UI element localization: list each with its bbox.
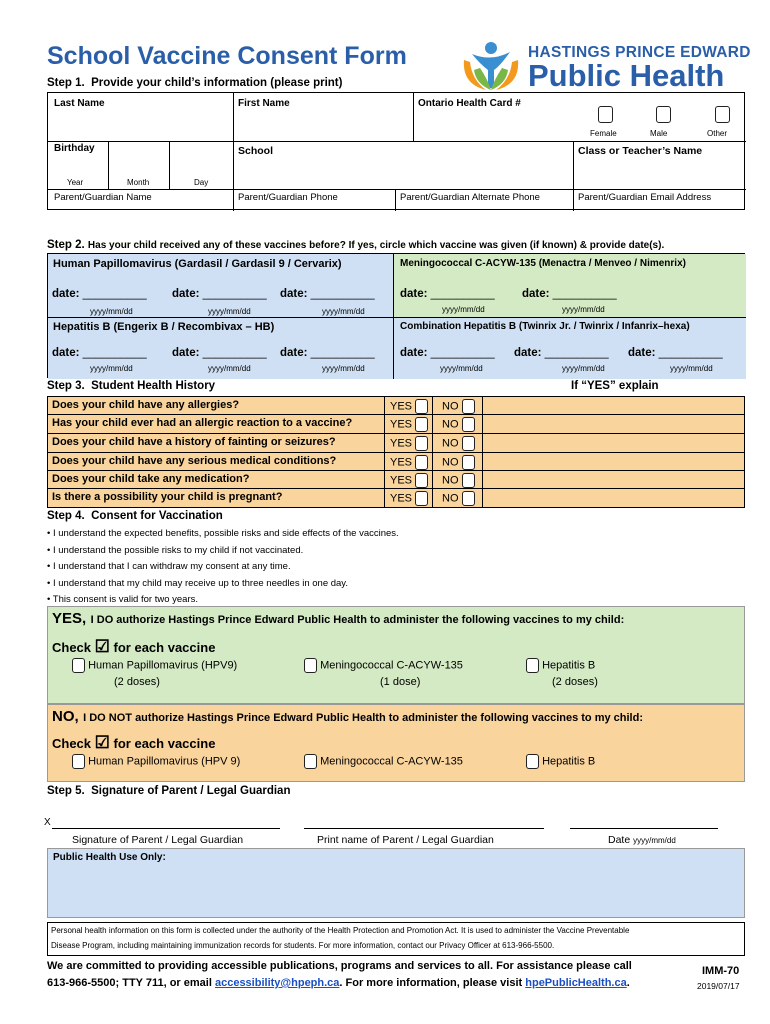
health-question: Is there a possibility your child is pregnant? — [52, 491, 283, 503]
guardian-phone-field[interactable]: Parent/Guardian Phone — [234, 189, 396, 211]
explain-field[interactable] — [484, 415, 744, 433]
guardian-email-field[interactable]: Parent/Guardian Email Address — [578, 192, 712, 203]
bullet-icon: • — [47, 544, 51, 556]
explain-field[interactable] — [484, 489, 744, 507]
consent-bullet: • I understand that my child may receive up to three needles in one day. — [47, 577, 348, 589]
combo-history: Combination Hepatitis B (Twinrix Jr. / Twinrix / Infanrix–hexa) — [394, 318, 746, 379]
men-history: Meningococcal C-ACYW-135 (Menactra / Menveo / Nimenrix) — [394, 254, 746, 317]
other-checkbox[interactable] — [715, 106, 730, 123]
no-checkbox[interactable] — [462, 436, 475, 451]
gender-options — [584, 93, 746, 141]
logo-mark-icon — [458, 40, 524, 94]
health-question: Does your child have any allergies? — [52, 399, 240, 411]
yes-option[interactable]: YES — [390, 417, 428, 432]
no-men-option[interactable]: Meningococcal C-ACYW-135 — [304, 754, 463, 769]
class-field[interactable]: Class or Teacher’s Name — [578, 145, 703, 157]
health-question-row — [47, 434, 745, 453]
hpv-history: Human Papillomavirus (Gardasil / Gardasil 9 / Cervarix) — [48, 254, 394, 317]
guardian-name-field[interactable]: Parent/Guardian Name — [48, 189, 234, 211]
date-format-hint: yyyy/mm/dd — [90, 307, 133, 316]
health-question-row — [47, 397, 745, 415]
no-checkbox[interactable] — [462, 417, 475, 432]
step1-heading: Step 1. Provide your child’s information (please print) — [47, 77, 343, 89]
vaccine-history-table — [47, 253, 745, 378]
date-format-hint: yyyy/mm/dd — [562, 305, 605, 314]
public-health-use-box: Public Health Use Only: — [47, 848, 745, 918]
step3-heading: Step 3. Student Health History — [47, 380, 216, 392]
no-option[interactable]: NO — [442, 399, 475, 414]
no-option[interactable]: NO — [442, 436, 475, 451]
female-label: Female — [590, 129, 617, 138]
consent-no-box — [47, 704, 745, 782]
step4-heading: Step 4. Consent for Vaccination — [47, 510, 223, 522]
footer-line2: 613-966-5500; TTY 711, or email accessibility@hpeph.ca. For more information, please visit hpePublicHealth.ca. — [47, 977, 630, 989]
vaccine-date-field[interactable]: date: __________ — [280, 288, 375, 300]
checked-box-icon: ☑ — [94, 733, 110, 752]
no-checkbox[interactable] — [462, 455, 475, 470]
explain-field[interactable] — [484, 471, 744, 488]
date-line[interactable] — [570, 828, 718, 829]
yes-option[interactable]: YES — [390, 399, 428, 414]
no-checkbox[interactable] — [462, 399, 475, 414]
step2-heading: Step 2. Has your child received any of these vaccines before? If yes, circle which vaccine was given (if known) & provide date(s). — [47, 239, 665, 251]
other-label: Other — [707, 129, 728, 138]
health-question-row — [47, 453, 745, 471]
health-question-row — [47, 489, 745, 507]
signature-x: X — [44, 817, 51, 828]
form-date: 2019/07/17 — [697, 981, 740, 991]
last-name-field[interactable]: Last Name — [48, 93, 234, 141]
yes-hepb-option[interactable]: Hepatitis B — [526, 658, 595, 673]
date-format-hint: yyyy/mm/dd — [208, 307, 251, 316]
date-format-hint: yyyy/mm/dd — [440, 364, 483, 373]
yes-checkbox[interactable] — [415, 491, 428, 506]
no-option[interactable]: NO — [442, 455, 475, 470]
date-format-hint: yyyy/mm/dd — [670, 364, 713, 373]
no-hpv-checkbox[interactable] — [72, 754, 85, 769]
vaccine-date-field[interactable]: date: __________ — [400, 347, 495, 359]
vaccine-date-field[interactable]: date: __________ — [522, 288, 617, 300]
no-option[interactable]: NO — [442, 491, 475, 506]
bullet-icon: • — [47, 528, 51, 539]
consent-bullet: • I understand that I can withdraw my consent at any time. — [47, 561, 291, 572]
date-format-hint: yyyy/mm/dd — [442, 305, 485, 314]
yes-option[interactable]: YES — [390, 491, 428, 506]
explain-field[interactable] — [484, 397, 744, 414]
page-title: School Vaccine Consent Form — [47, 42, 407, 70]
no-check-instruction: Check ☑ for each vaccine — [52, 733, 216, 752]
yes-hepb-checkbox[interactable] — [526, 658, 539, 673]
hepb-history: Hepatitis B (Engerix B / Recombivax – HB) — [48, 318, 394, 379]
consent-yes-box: YES, I DO authorize Hastings Prince Edward Public Health to administer the following vaccines to my child: Check ☑ for each vaccine Human Papillomavirus (HPV9) (2 doses) Meningococcal C-ACYW-135 (1 dose) Hepatitis B (2 doses) — [47, 606, 745, 704]
school-field[interactable]: School — [234, 141, 574, 189]
yes-option[interactable]: YES — [390, 455, 428, 470]
yes-check-instruction: Check ☑ for each vaccine — [52, 637, 216, 656]
consent-yes-heading: YES, I DO authorize Hastings Prince Edward Public Health to administer the following vaccines to my child: — [52, 610, 625, 627]
print-name-line[interactable] — [304, 828, 544, 829]
yes-men-checkbox[interactable] — [304, 658, 317, 673]
yes-checkbox[interactable] — [415, 399, 428, 414]
student-info-table — [47, 92, 745, 210]
vaccine-date-field[interactable]: date: __________ — [514, 347, 609, 359]
no-hpv-option[interactable]: Human Papillomavirus (HPV 9) — [72, 754, 240, 769]
date-format-hint: yyyy/mm/dd — [208, 364, 251, 373]
vaccine-date-field[interactable]: date: __________ — [52, 347, 147, 359]
checked-box-icon: ☑ — [94, 637, 110, 656]
privacy-notice: Personal health information on this form is collected under the authority of the Health Protection and Promotion Act. It is used to administer the Vaccine Preventable Disease Program, including maintaining immunization records for students. For more information, contact our Privacy Officer at 613-966-5500. — [47, 922, 745, 956]
health-question-row — [47, 471, 745, 489]
org-name-line1: HASTINGS PRINCE EDWARD — [528, 44, 751, 61]
bullet-icon: • — [47, 577, 51, 589]
org-name-line2: Public Health — [528, 58, 725, 93]
yes-checkbox[interactable] — [415, 455, 428, 470]
explain-heading: If “YES” explain — [571, 380, 659, 392]
yes-hpv-checkbox[interactable] — [72, 658, 85, 673]
birthday-field[interactable]: Birthday Year Month Day — [48, 141, 234, 189]
yes-checkbox[interactable] — [415, 473, 428, 488]
yes-hpv-option[interactable]: Human Papillomavirus (HPV9) — [72, 658, 237, 673]
consent-no-heading: NO, I DO NOT authorize Hastings Prince Edward Public Health to administer the following vaccines to my child: — [52, 708, 643, 725]
consent-bullet: • This consent is valid for two years. — [47, 594, 198, 605]
explain-field[interactable] — [484, 453, 744, 470]
health-question: Does your child have any serious medical conditions? — [52, 455, 337, 467]
male-checkbox[interactable] — [656, 106, 671, 123]
no-checkbox[interactable] — [462, 473, 475, 488]
yes-option[interactable]: YES — [390, 473, 428, 488]
accessibility-email-link[interactable]: accessibility@hpeph.ca — [214, 977, 340, 989]
female-checkbox[interactable] — [598, 106, 613, 123]
consent-bullet: • I understand the expected benefits, possible risks and side effects of the vaccines. — [47, 528, 399, 539]
date-format-hint: yyyy/mm/dd — [322, 364, 365, 373]
no-checkbox[interactable] — [462, 491, 475, 506]
male-label: Male — [650, 129, 668, 138]
date-format-hint: yyyy/mm/dd — [322, 307, 365, 316]
guardian-alt-phone-field[interactable]: Parent/Guardian Alternate Phone — [396, 189, 574, 211]
no-option[interactable]: NO — [442, 417, 475, 432]
bullet-icon: • — [47, 594, 51, 605]
signature-label: Signature of Parent / Legal Guardian — [72, 834, 244, 846]
health-card-field[interactable]: Ontario Health Card # — [418, 98, 521, 109]
vaccine-date-field[interactable]: date: __________ — [172, 288, 267, 300]
date-label: Date yyyy/mm/dd — [608, 834, 676, 846]
form-code: IMM-70 — [702, 965, 740, 977]
first-name-field[interactable]: First Name — [234, 93, 414, 141]
signature-line[interactable] — [52, 828, 280, 829]
vaccine-date-field[interactable]: date: __________ — [400, 288, 495, 300]
vaccine-date-field[interactable]: date: __________ — [628, 347, 723, 359]
website-link[interactable]: hpePublicHealth.ca — [525, 977, 627, 989]
date-format-hint: yyyy/mm/dd — [90, 364, 133, 373]
no-men-checkbox[interactable] — [304, 754, 317, 769]
explain-field[interactable] — [484, 434, 744, 452]
step5-heading: Step 5. Signature of Parent / Legal Guardian — [47, 785, 291, 797]
yes-men-option[interactable]: Meningococcal C-ACYW-135 — [304, 658, 463, 673]
no-option[interactable]: NO — [442, 473, 475, 488]
vaccine-date-field[interactable]: date: __________ — [172, 347, 267, 359]
yes-checkbox[interactable] — [415, 417, 428, 432]
yes-checkbox[interactable] — [415, 436, 428, 451]
no-hepb-checkbox[interactable] — [526, 754, 539, 769]
yes-option[interactable]: YES — [390, 436, 428, 451]
footer-line1: We are committed to providing accessible publications, programs and services to all. For assistance please call — [47, 960, 632, 972]
bullet-icon: • — [47, 561, 51, 572]
health-question-row — [47, 415, 745, 434]
date-format-hint: yyyy/mm/dd — [562, 364, 605, 373]
consent-bullet: • I understand the possible risks to my child if not vaccinated. — [47, 544, 304, 556]
vaccine-date-field[interactable]: date: __________ — [52, 288, 147, 300]
no-hepb-option[interactable]: Hepatitis B — [526, 754, 595, 769]
print-name-label: Print name of Parent / Legal Guardian — [317, 834, 494, 846]
logo — [458, 40, 751, 93]
vaccine-date-field[interactable]: date: __________ — [280, 347, 375, 359]
health-question: Has your child ever had an allergic reaction to a vaccine? — [52, 417, 353, 429]
health-question: Does your child take any medication? — [52, 473, 250, 485]
health-question: Does your child have a history of fainting or seizures? — [52, 436, 336, 448]
